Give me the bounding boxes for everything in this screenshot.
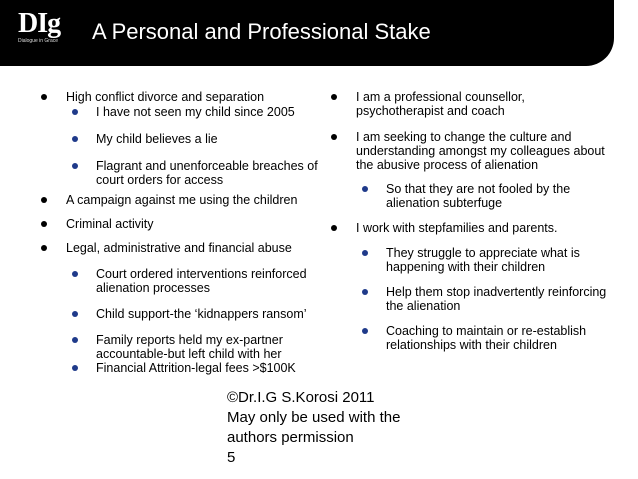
- bullet-icon: [41, 245, 47, 251]
- list-item: [330, 246, 615, 274]
- list-item-text: Child support-the ‘kidnappers ransom’: [96, 307, 307, 321]
- list-item-text: Court ordered interventions reinforced alienation processes: [96, 267, 307, 295]
- copyright-line: authors permission: [227, 429, 354, 446]
- bullet-icon: [362, 250, 368, 256]
- list-item: [40, 241, 320, 255]
- list-item: [40, 105, 320, 119]
- bullet-icon: [72, 311, 78, 317]
- list-item: [40, 193, 320, 207]
- list-item: [40, 217, 320, 231]
- bullet-icon: [72, 271, 78, 277]
- list-item-text: My child believes a lie: [96, 132, 218, 146]
- list-item-text: Coaching to maintain or re-establish relationships with their children: [386, 324, 587, 352]
- bullet-icon: [72, 109, 78, 115]
- list-item-text: Flagrant and unenforceable breaches of court orders for access: [96, 159, 318, 187]
- list-item: [330, 285, 615, 313]
- list-item: [330, 130, 615, 172]
- bullet-icon: [72, 337, 78, 343]
- list-item-text: I am a professional counsellor, psychotherapist and coach: [356, 90, 525, 118]
- list-item: [40, 159, 320, 187]
- list-item: [40, 307, 320, 321]
- bullet-icon: [72, 163, 78, 169]
- bullet-icon: [331, 94, 337, 100]
- list-item-text: I work with stepfamilies and parents.: [356, 221, 558, 235]
- list-item-text: Criminal activity: [66, 217, 154, 231]
- bullet-icon: [362, 186, 368, 192]
- page-number: 5: [227, 449, 236, 466]
- left-column: [40, 90, 320, 375]
- list-item: [40, 333, 320, 361]
- list-item: [330, 221, 615, 235]
- bullet-icon: [72, 136, 78, 142]
- bullet-icon: [331, 134, 337, 140]
- logo-caption: Dialogue in Grace: [18, 38, 59, 44]
- list-item: [40, 132, 320, 146]
- copyright-line: May only be used with the: [227, 409, 401, 426]
- list-item-text: I have not seen my child since 2005: [96, 105, 295, 119]
- bullet-icon: [41, 94, 47, 100]
- right-column: [330, 90, 615, 352]
- list-item-text: Family reports held my ex-partner accountable-but left child with her: [96, 333, 283, 361]
- list-item-text: Financial Attrition-legal fees >$100K: [96, 361, 296, 375]
- list-item: [330, 324, 615, 352]
- bullet-icon: [72, 365, 78, 371]
- logo: [18, 10, 70, 52]
- list-item-text: Help them stop inadvertently reinforcing the alienation: [386, 285, 607, 313]
- logo-mark: DIg: [18, 8, 61, 39]
- list-item: [330, 182, 615, 210]
- list-item-text: Legal, administrative and financial abuse: [66, 241, 292, 255]
- bullet-icon: [41, 197, 47, 203]
- slide-title: A Personal and Professional Stake: [92, 19, 431, 44]
- list-item-text: I am seeking to change the culture and understanding amongst my colleagues about the abusive process of alienation: [356, 130, 605, 172]
- bullet-icon: [331, 225, 337, 231]
- copyright-line: ©Dr.I.G S.Korosi 2011: [227, 389, 375, 406]
- bullet-icon: [41, 221, 47, 227]
- list-item-text: So that they are not fooled by the alienation subterfuge: [386, 182, 571, 210]
- bullet-icon: [362, 289, 368, 295]
- list-item: [40, 267, 320, 295]
- copyright-notice: [227, 388, 400, 468]
- list-item: [40, 90, 320, 104]
- list-item-text: High conflict divorce and separation: [66, 90, 265, 104]
- list-item-text: A campaign against me using the children: [66, 193, 298, 207]
- list-item: [330, 90, 615, 118]
- title-bar: [0, 0, 614, 66]
- list-item-text: They struggle to appreciate what is happening with their children: [386, 246, 580, 274]
- bullet-icon: [362, 328, 368, 334]
- list-item: [40, 361, 320, 375]
